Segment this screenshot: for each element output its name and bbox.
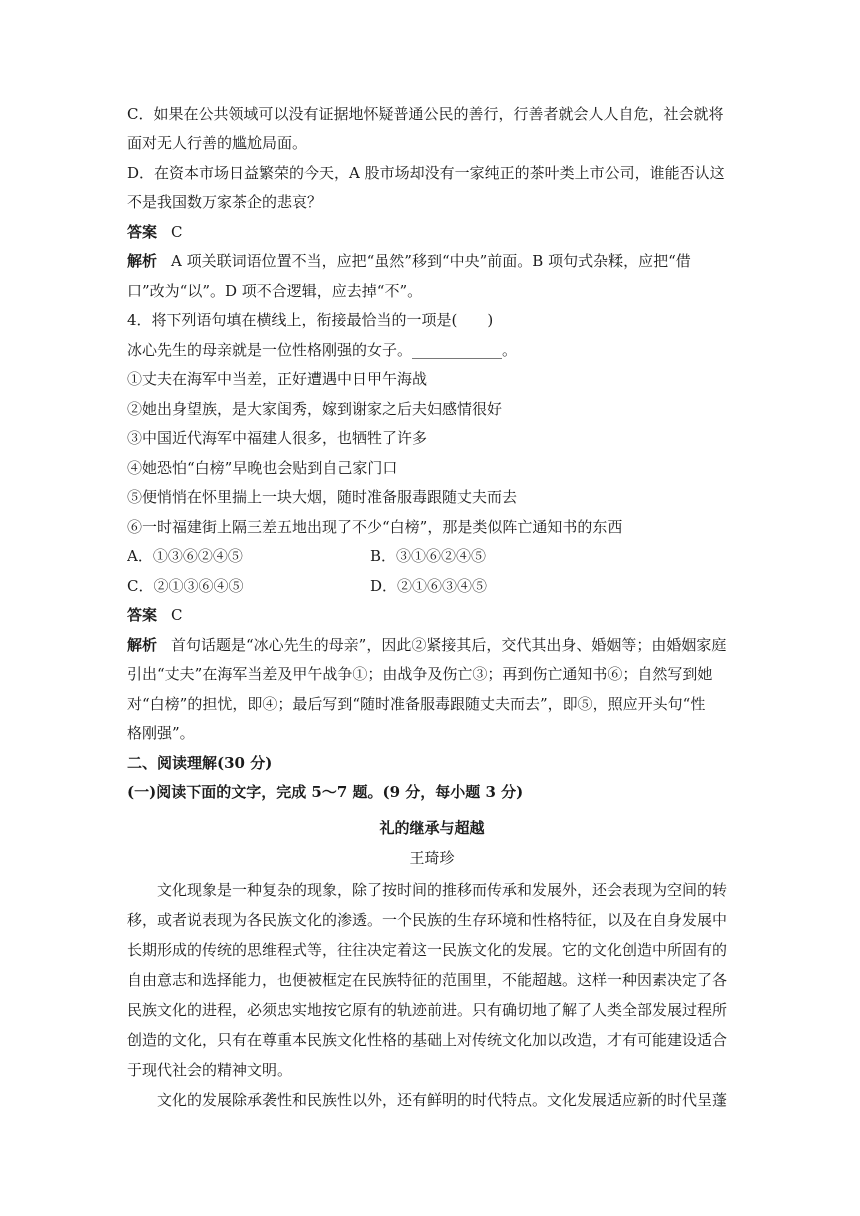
- q4-sentence: 冰心先生的母亲就是一位性格刚强的女子。____________。: [127, 341, 518, 359]
- q4-item-4: ④她恐怕“白榜”早晚也会贴到自己家门口: [127, 459, 398, 477]
- q3-analysis-line2: 口”改为“以”。D 项不合逻辑，应去掉“不”。: [127, 282, 423, 300]
- q4-item-5: ⑤便悄悄在怀里揣上一块大烟，随时准备服毒跟随丈夫而去: [127, 488, 518, 506]
- q3-option-c-line1: C．如果在公共领域可以没有证据地怀疑普通公民的善行，行善者就会人人自危，社会就将: [127, 105, 724, 123]
- q3-answer: [127, 222, 737, 242]
- analysis-text: 首句话题是“冰心先生的母亲”，因此②紧接其后，交代其出身、婚姻等；由婚姻家庭: [171, 636, 727, 654]
- paragraph1-line2: 移，或者说表现为各民族文化的渗透。一个民族的生存环境和性格特征，以及在自身发展中: [127, 911, 728, 929]
- q3-option-d-line2: 不是我国数万家茶企的悲哀？: [127, 193, 323, 211]
- paragraph1-line1: 文化现象是一种复杂的现象，除了按时间的推移而传承和发展外，还会表现为空间的转: [157, 881, 728, 899]
- paragraph2-line1: 文化的发展除承袭性和民族性以外，还有鲜明的时代特点。文化发展适应新的时代呈蓬: [157, 1091, 728, 1109]
- article-author: 王琦珍: [409, 849, 455, 867]
- q4-option-b: B．③①⑥②④⑤: [370, 547, 487, 565]
- q4-stem: 4．将下列语句填在横线上，衔接最恰当的一项是( ): [127, 311, 494, 329]
- section-subheading: (一)阅读下面的文字，完成 5～7 题。(9 分，每小题 3 分): [127, 783, 524, 801]
- paragraph1-line3: 长期形成的传统的思维程式等，往往决定着这一民族文化的发展。它的文化创造中所固有的: [127, 941, 728, 959]
- q3-option-d-line1: D．在资本市场日益繁荣的今天，A 股市场却没有一家纯正的茶叶类上市公司，谁能否认这: [127, 164, 725, 182]
- answer-label: 答案: [127, 223, 158, 241]
- q4-item-3: ③中国近代海军中福建人很多，也牺牲了许多: [127, 429, 428, 447]
- paragraph1-line7: 于现代社会的精神文明。: [127, 1061, 293, 1079]
- analysis-label: 解析: [127, 636, 158, 654]
- q4-analysis-line3: 对“白榜”的担忧，即④；最后写到“随时准备服毒跟随丈夫而去”，即⑤，照应开头句“性: [127, 695, 706, 713]
- q4-option-d: D．②①⑥③④⑤: [370, 577, 488, 595]
- paragraph1-line5: 民族文化的进程，必须忠实地按它原有的轨迹前进。只有确切地了解了人类全部发展过程所: [127, 1001, 728, 1019]
- section-heading: 二、阅读理解(30 分): [127, 754, 273, 772]
- q3-analysis-line1: [127, 251, 737, 271]
- q4-item-2: ②她出身望族，是大家闺秀，嫁到谢家之后夫妇感情很好: [127, 400, 503, 418]
- article-title: 礼的继承与超越: [379, 819, 485, 837]
- paragraph1-line6: 创造的文化，只有在尊重本民族文化性格的基础上对传统文化加以改造，才有可能建设适合: [127, 1031, 728, 1049]
- analysis-text: A 项关联词语位置不当，应把“虽然”移到“中央”前面。B 项句式杂糅，应把“借: [171, 252, 691, 270]
- q4-item-6: ⑥一时福建街上隔三差五地出现了不少“白榜”，那是类似阵亡通知书的东西: [127, 518, 623, 536]
- q4-answer: [127, 605, 737, 625]
- answer-value: C: [171, 223, 183, 241]
- q4-option-c: C．②①③⑥④⑤: [127, 577, 244, 595]
- q4-item-1: ①丈夫在海军中当差，正好遭遇中日甲午海战: [127, 370, 428, 388]
- paragraph1-line4: 自由意志和选择能力，也便被框定在民族特征的范围里，不能超越。这样一种因素决定了各: [127, 971, 728, 989]
- answer-value: C: [171, 606, 183, 624]
- q4-option-a: A．①③⑥②④⑤: [127, 547, 243, 565]
- q4-analysis-line4: 格刚强”。: [127, 724, 195, 742]
- analysis-label: 解析: [127, 252, 158, 270]
- answer-label: 答案: [127, 606, 158, 624]
- q4-analysis-line2: 引出“丈夫”在海军当差及甲午战争①；由战争及伤亡③；再到伤亡通知书⑥；自然写到她: [127, 665, 713, 683]
- q4-analysis-line1: [127, 635, 737, 655]
- q3-option-c-line2: 面对无人行善的尴尬局面。: [127, 134, 308, 152]
